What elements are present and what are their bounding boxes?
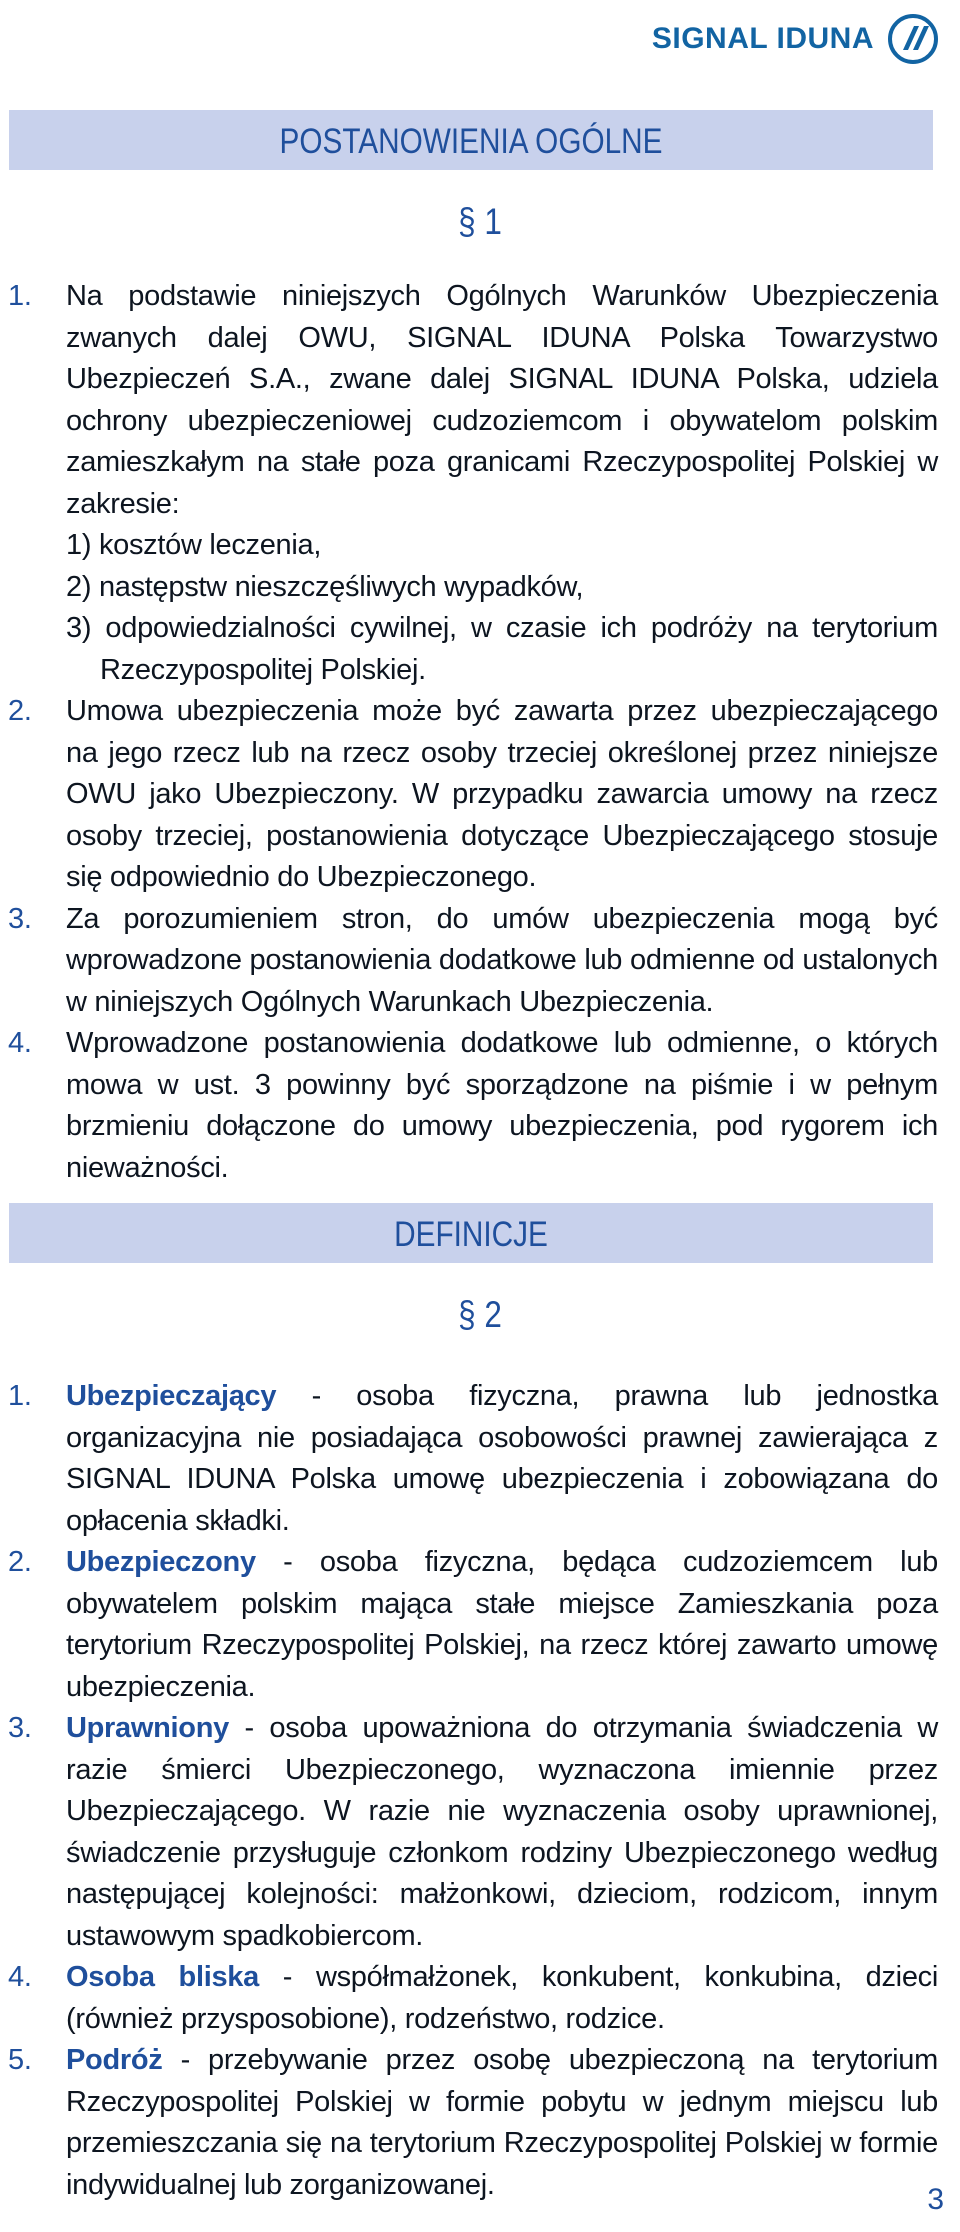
list-item <box>8 1376 938 1542</box>
definition-text: - osoba upoważniona do otrzymania świadczenia w razie śmierci Ubezpieczonego, wyznaczona imiennie przez Ubezpieczającego. W razie nie wyznaczenia osoby uprawnionej, świadczenie przysługuje członkom rodziny Ubezpieczonego według następującej kolejności: małżonkowi, dzieciom, rodzicom, innym ustawowym spadkobiercom. <box>66 1712 938 1952</box>
definition-text: - przebywanie przez osobę ubezpieczoną na terytorium Rzeczypospolitej Polskiej w formie pobytu w jednym miejscu lub przemieszczania się na terytorium Rzeczypospolitej Polskiej w formie indywidualnej lub zorganizowanej. <box>66 2044 938 2201</box>
list-item <box>8 691 938 899</box>
section-bar-postanowienia <box>9 110 933 170</box>
item-text: Wprowadzone postanowienia dodatkowe lub odmienne, o których mowa w ust. 3 powinny być sporządzone na piśmie i w pełnym brzmieniu dołączone do umowy ubezpieczenia, pod rygorem ich nieważności. <box>66 1027 938 1184</box>
sublist-item: 3) odpowiedzialności cywilnej, w czasie ich podróży na terytorium Rzeczypospolitej Polskiej. <box>66 612 938 686</box>
item-number: 1. <box>8 1380 32 1412</box>
definition-term: Uprawniony <box>66 1712 229 1744</box>
paragraph-mark-1: § 1 <box>458 201 502 242</box>
paragraph-mark-2: § 2 <box>458 1294 502 1335</box>
item-text: Na podstawie niniejszych Ogólnych Warunków Ubezpieczenia zwanych dalej OWU, SIGNAL IDUNA Polska Towarzystwo Ubezpieczeń S.A., zwane dalej SIGNAL IDUNA Polska, udziela ochrony ubezpieczeniowej cudzoziemcom i obywatelom polskim zamieszkałym na stałe poza granicami Rzeczypospolitej Polskiej w zakresie: <box>66 280 938 520</box>
sublist-item: 2) następstw nieszczęśliwych wypadków, <box>66 570 584 603</box>
item-number: 4. <box>8 1027 32 1059</box>
item-number: 2. <box>8 695 32 727</box>
item-text: Umowa ubezpieczenia może być zawarta przez ubezpieczającego na jego rzecz lub na rzecz osoby trzeciej określonej przez niniejsze OWU jako Ubezpieczony. W przypadku zawarcia umowy na rzecz osoby trzeciej, postanowienia dotyczące Ubezpieczającego stosuje się odpowiednio do Ubezpieczonego. <box>66 695 938 893</box>
item-number: 5. <box>8 2044 32 2076</box>
definition-text: - współmałżonek, konkubent, konkubina, dzieci (również przysposobione), rodzeństwo, rodzice. <box>66 1961 938 2035</box>
list-item <box>8 1023 938 1189</box>
list-item <box>8 899 938 1024</box>
list-item <box>8 1957 938 2040</box>
section-bar-definicje <box>9 1203 933 1263</box>
list-item <box>8 1708 938 1957</box>
section-title-definicje: DEFINICJE <box>394 1215 548 1254</box>
brand-header <box>652 14 938 64</box>
item-number: 1. <box>8 280 32 312</box>
item-number: 4. <box>8 1961 32 1993</box>
scope-sublist <box>66 525 938 691</box>
definition-term: Ubezpieczony <box>66 1546 256 1578</box>
item-text: Za porozumieniem stron, do umów ubezpieczenia mogą być wprowadzone postanowienia dodatkowe lub odmienne od ustalonych w niniejszych Ogólnych Warunkach Ubezpieczenia. <box>66 902 938 1018</box>
section-title-postanowienia: POSTANOWIENIA OGÓLNE <box>279 122 663 161</box>
definitions-list <box>8 1376 938 2206</box>
sublist-item: 1) kosztów leczenia, <box>66 529 322 561</box>
list-item <box>8 276 938 691</box>
definition-term: Ubezpieczający <box>66 1380 277 1412</box>
list-item <box>8 2040 938 2206</box>
definition-text: - osoba fizyczna, prawna lub jednostka organizacyjna nie posiadająca osobowości prawnej zawierająca z SIGNAL IDUNA Polska umowę ubezpieczenia i zobowiązana do opłacenia składki. <box>66 1380 938 1537</box>
signal-iduna-logo-icon <box>888 14 938 64</box>
definition-term: Osoba bliska <box>66 1961 259 1993</box>
item-number: 3. <box>8 902 32 935</box>
definition-text: - osoba fizyczna, będąca cudzoziemcem lub obywatelem polskim mająca stałe miejsce Zamieszkania poza terytorium Rzeczypospolitej Polskiej, na rzecz której zawarto umowę ubezpieczenia. <box>66 1546 938 1703</box>
brand-name: SIGNAL IDUNA <box>651 22 874 55</box>
general-provisions-list <box>8 276 938 1189</box>
page-number: 3 <box>927 2183 944 2216</box>
list-item <box>8 1542 938 1708</box>
item-number: 2. <box>8 1546 32 1578</box>
definition-term: Podróż <box>66 2044 163 2076</box>
item-number: 3. <box>8 1712 32 1744</box>
